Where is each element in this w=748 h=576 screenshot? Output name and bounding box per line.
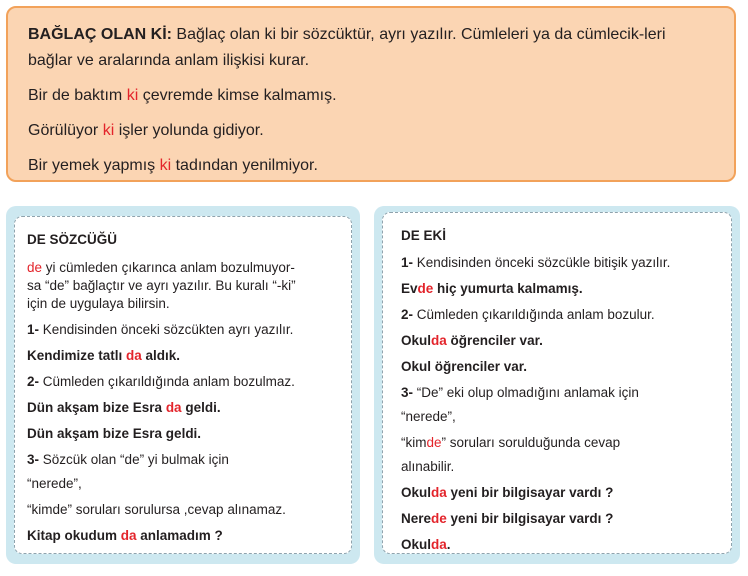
example-text: Bir yemek yapmış xyxy=(28,157,160,174)
rule-3 xyxy=(27,451,337,469)
example-text: . xyxy=(446,537,451,552)
de-highlight: de xyxy=(426,435,442,450)
intro-text: yi cümleden çıkarınca anlam bozulmuyor- xyxy=(42,260,295,275)
rule-number: 2- xyxy=(27,374,40,389)
baglac-title: BAĞLAÇ OLAN Kİ: xyxy=(28,26,172,43)
example-2 xyxy=(27,399,337,417)
example-text: çevremde kimse kalmamış. xyxy=(138,87,337,104)
de-sozcugu-title: DE SÖZCÜĞÜ xyxy=(27,232,118,247)
ki-highlight: ki xyxy=(159,157,172,174)
baglac-definition xyxy=(28,22,714,74)
rule-3-line-3 xyxy=(401,434,717,452)
rule-3-line-3: “kimde” soruları sorulursa ,cevap alınamaz. xyxy=(27,502,286,517)
example-5 xyxy=(401,510,717,528)
ki-highlight: ki xyxy=(102,122,115,139)
rule-text: ” soruları sorulduğunda cevap xyxy=(441,435,621,450)
example-text: hiç yumurta kalmamış. xyxy=(433,281,583,296)
de-highlight: da xyxy=(126,348,142,363)
de-highlight: da xyxy=(165,400,182,415)
example-2 xyxy=(401,332,717,350)
rule-text: “kim xyxy=(401,435,427,450)
example-6 xyxy=(401,536,717,554)
rule-3-line-4: alınabilir. xyxy=(401,459,455,474)
de-highlight: de xyxy=(431,511,447,526)
baglac-example-1 xyxy=(28,83,714,109)
rule-number: 3- xyxy=(401,385,414,400)
rule-text: “De” eki olup olmadığını anlamak için xyxy=(413,385,639,400)
example-text: geldi. xyxy=(181,400,221,415)
intro-line-1 xyxy=(27,259,337,277)
rule-3-line-2: “nerede”, xyxy=(27,476,82,491)
baglac-desc: Bağlaç olan ki bir sözcüktür, ayrı yazılır. Cümleleri ya da cümlecik-leri bağlar ve aralarında anlam ilişkisi kurar. xyxy=(28,26,666,69)
de-highlight: da xyxy=(431,333,447,348)
de-sozcugu-card xyxy=(6,206,360,564)
example-text: anlamadım ? xyxy=(136,528,223,543)
baglac-example-2 xyxy=(28,118,714,144)
example-4 xyxy=(27,527,337,545)
example-text: Okul xyxy=(401,537,432,552)
example-text: Bir de baktım xyxy=(28,87,127,104)
de-highlight: da xyxy=(431,537,447,552)
example-text: Ev xyxy=(401,281,418,296)
de-sozcugu-panel xyxy=(14,216,352,554)
example-text: Görülüyor xyxy=(28,122,103,139)
rule-3 xyxy=(401,384,717,402)
rule-text: Sözcük olan “de” yi bulmak için xyxy=(39,452,229,467)
de-highlight: de xyxy=(417,281,434,296)
example-text: tadından yenilmiyor. xyxy=(171,157,318,174)
rule-number: 1- xyxy=(27,322,40,337)
example-4 xyxy=(401,484,717,502)
example-1 xyxy=(401,280,717,298)
de-highlight: de xyxy=(27,260,43,275)
de-eki-panel xyxy=(382,212,732,554)
rule-text: Kendisinden önceki sözcükle bitişik yazılır. xyxy=(413,255,671,270)
example-text: Dün akşam bize Esra xyxy=(27,400,166,415)
ki-highlight: ki xyxy=(126,87,139,104)
rule-number: 2- xyxy=(401,307,414,322)
example-text: yeni bir bilgisayar vardı ? xyxy=(446,511,614,526)
rule-3-line-2: “nerede”, xyxy=(401,409,456,424)
example-text: Okul xyxy=(401,333,432,348)
baglac-example-3 xyxy=(28,153,714,179)
baglac-ki-box xyxy=(6,6,736,182)
example-text: Kitap okudum xyxy=(27,528,121,543)
example-3: Dün akşam bize Esra geldi. xyxy=(27,426,202,441)
de-eki-card xyxy=(374,206,740,564)
rule-1 xyxy=(401,254,717,272)
de-highlight: da xyxy=(120,528,137,543)
intro-line-2: sa “de” bağlaçtır ve ayrı yazılır. Bu kuralı “-ki” xyxy=(27,278,296,293)
example-text: aldık. xyxy=(141,348,181,363)
example-3: Okul öğrenciler var. xyxy=(401,359,528,374)
example-text: yeni bir bilgisayar vardı ? xyxy=(446,485,614,500)
rule-2 xyxy=(27,373,337,391)
example-1 xyxy=(27,347,337,365)
rule-text: Cümleden çıkarıldığında anlam bozulur. xyxy=(413,307,655,322)
rule-number: 3- xyxy=(27,452,40,467)
de-highlight: da xyxy=(431,485,447,500)
intro-line-3: için de uygulaya bilirsin. xyxy=(27,296,170,311)
example-text: Okul xyxy=(401,485,432,500)
example-text: Nere xyxy=(401,511,432,526)
example-text: öğrenciler var. xyxy=(446,333,543,348)
de-eki-title: DE EKİ xyxy=(401,228,447,243)
example-text: işler yolunda gidiyor. xyxy=(114,122,264,139)
rule-1 xyxy=(27,321,337,339)
rule-number: 1- xyxy=(401,255,414,270)
rule-2 xyxy=(401,306,717,324)
rule-text: Cümleden çıkarıldığında anlam bozulmaz. xyxy=(39,374,295,389)
example-text: Kendimize tatlı xyxy=(27,348,127,363)
rule-text: Kendisinden önceki sözcükten ayrı yazılır. xyxy=(39,322,294,337)
